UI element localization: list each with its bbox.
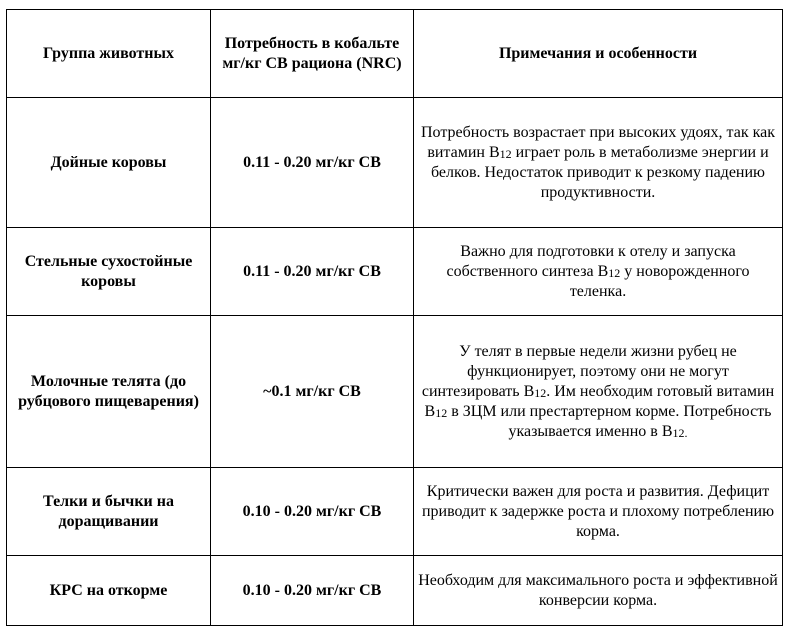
cell-note: Необходим для максимального роста и эффективной конверсии корма. [414,556,783,626]
header-animal-group: Группа животных [7,10,211,98]
header-notes: Примечания и особенности [414,10,783,98]
cell-animal-group: КРС на откорме [7,556,211,626]
cell-note: Важно для подготовки к отелу и запуска собственного синтеза В12 у новорожденного теленка. [414,228,783,316]
cell-note: Потребность возрастает при высоких удоях, так как витамин В12 играет роль в метаболизме энергии и белков. Недостаток приводит к резкому падению продуктивности. [414,98,783,228]
cell-requirement: 0.10 - 0.20 мг/кг СВ [211,556,414,626]
cell-animal-group: Дойные коровы [7,98,211,228]
cell-animal-group: Стельные сухостойные коровы [7,228,211,316]
table-row [7,228,783,316]
cell-animal-group: Телки и бычки на доращивании [7,468,211,556]
header-cobalt-requirement: Потребность в кобальте мг/кг СВ рациона (NRC) [211,10,414,98]
cell-requirement: 0.10 - 0.20 мг/кг СВ [211,468,414,556]
table-header-row [7,10,783,98]
table-row [7,468,783,556]
cobalt-requirements-table [6,9,783,626]
table-row [7,98,783,228]
table-row [7,556,783,626]
cell-requirement: ~0.1 мг/кг СВ [211,316,414,468]
cell-requirement: 0.11 - 0.20 мг/кг СВ [211,98,414,228]
cell-note: У телят в первые недели жизни рубец не функционирует, поэтому они не могут синтезировать В12. Им необходим готовый витамин В12 в ЗЦМ или престартерном корме. Потребность указывается именно в В12. [414,316,783,468]
cell-note: Критически важен для роста и развития. Дефицит приводит к задержке роста и плохому потреблению корма. [414,468,783,556]
cell-requirement: 0.11 - 0.20 мг/кг СВ [211,228,414,316]
table-row [7,316,783,468]
cell-animal-group: Молочные телята (до рубцового пищеварения) [7,316,211,468]
